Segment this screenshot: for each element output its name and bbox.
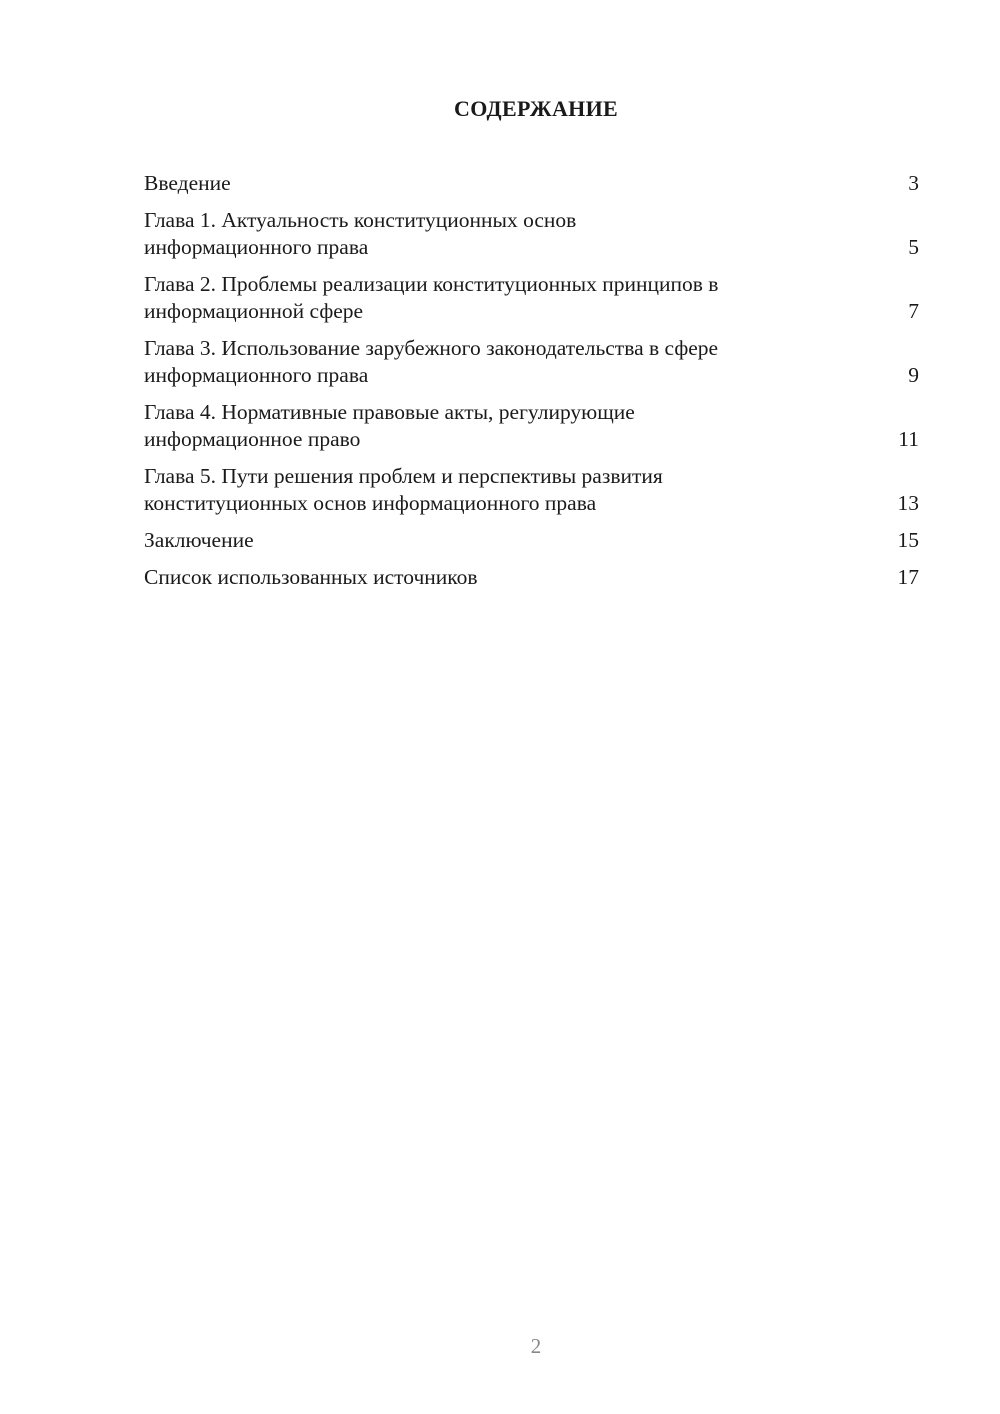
- toc-entry-label: Глава 2. Проблемы реализации конституционных принципов в информационной сфере: [144, 272, 719, 323]
- toc-entry-references: [144, 564, 919, 591]
- toc-entry-page: 11: [898, 427, 919, 451]
- toc-entry-page: 17: [897, 565, 919, 589]
- toc-entry-conclusion: [144, 527, 919, 554]
- toc-entry-label: Глава 4. Нормативные правовые акты, регулирующие информационное право: [144, 400, 635, 451]
- toc-entry-chapter-2: [144, 271, 919, 325]
- toc-entry-page: 15: [897, 528, 919, 552]
- toc-entry-introduction: [144, 170, 919, 197]
- toc-entry-label: Глава 3. Использование зарубежного законодательства в сфере информационного права: [144, 336, 719, 387]
- toc-entry-page: 9: [908, 363, 919, 387]
- toc-entry-label: Заключение: [144, 528, 254, 552]
- toc-entry-chapter-5: [144, 463, 919, 517]
- toc-entry-chapter-3: [144, 335, 919, 389]
- toc-entry-page: 7: [908, 299, 919, 323]
- table-of-contents: [144, 170, 919, 601]
- page-title: СОДЕРЖАНИЕ: [454, 96, 618, 121]
- toc-entry-label: Глава 1. Актуальность конституционных основ информационного права: [144, 208, 577, 259]
- page-number: 2: [530, 1334, 542, 1358]
- toc-entry-page: 13: [897, 491, 919, 515]
- toc-entry-page: 3: [908, 171, 919, 195]
- toc-entry-label: Список использованных источников: [144, 565, 478, 589]
- toc-entry-chapter-1: [144, 207, 919, 261]
- toc-entry-chapter-4: [144, 399, 919, 453]
- toc-entry-label: Введение: [144, 171, 231, 195]
- toc-entry-label: Глава 5. Пути решения проблем и перспективы развития конституционных основ информационного права: [144, 464, 663, 515]
- toc-entry-page: 5: [908, 235, 919, 259]
